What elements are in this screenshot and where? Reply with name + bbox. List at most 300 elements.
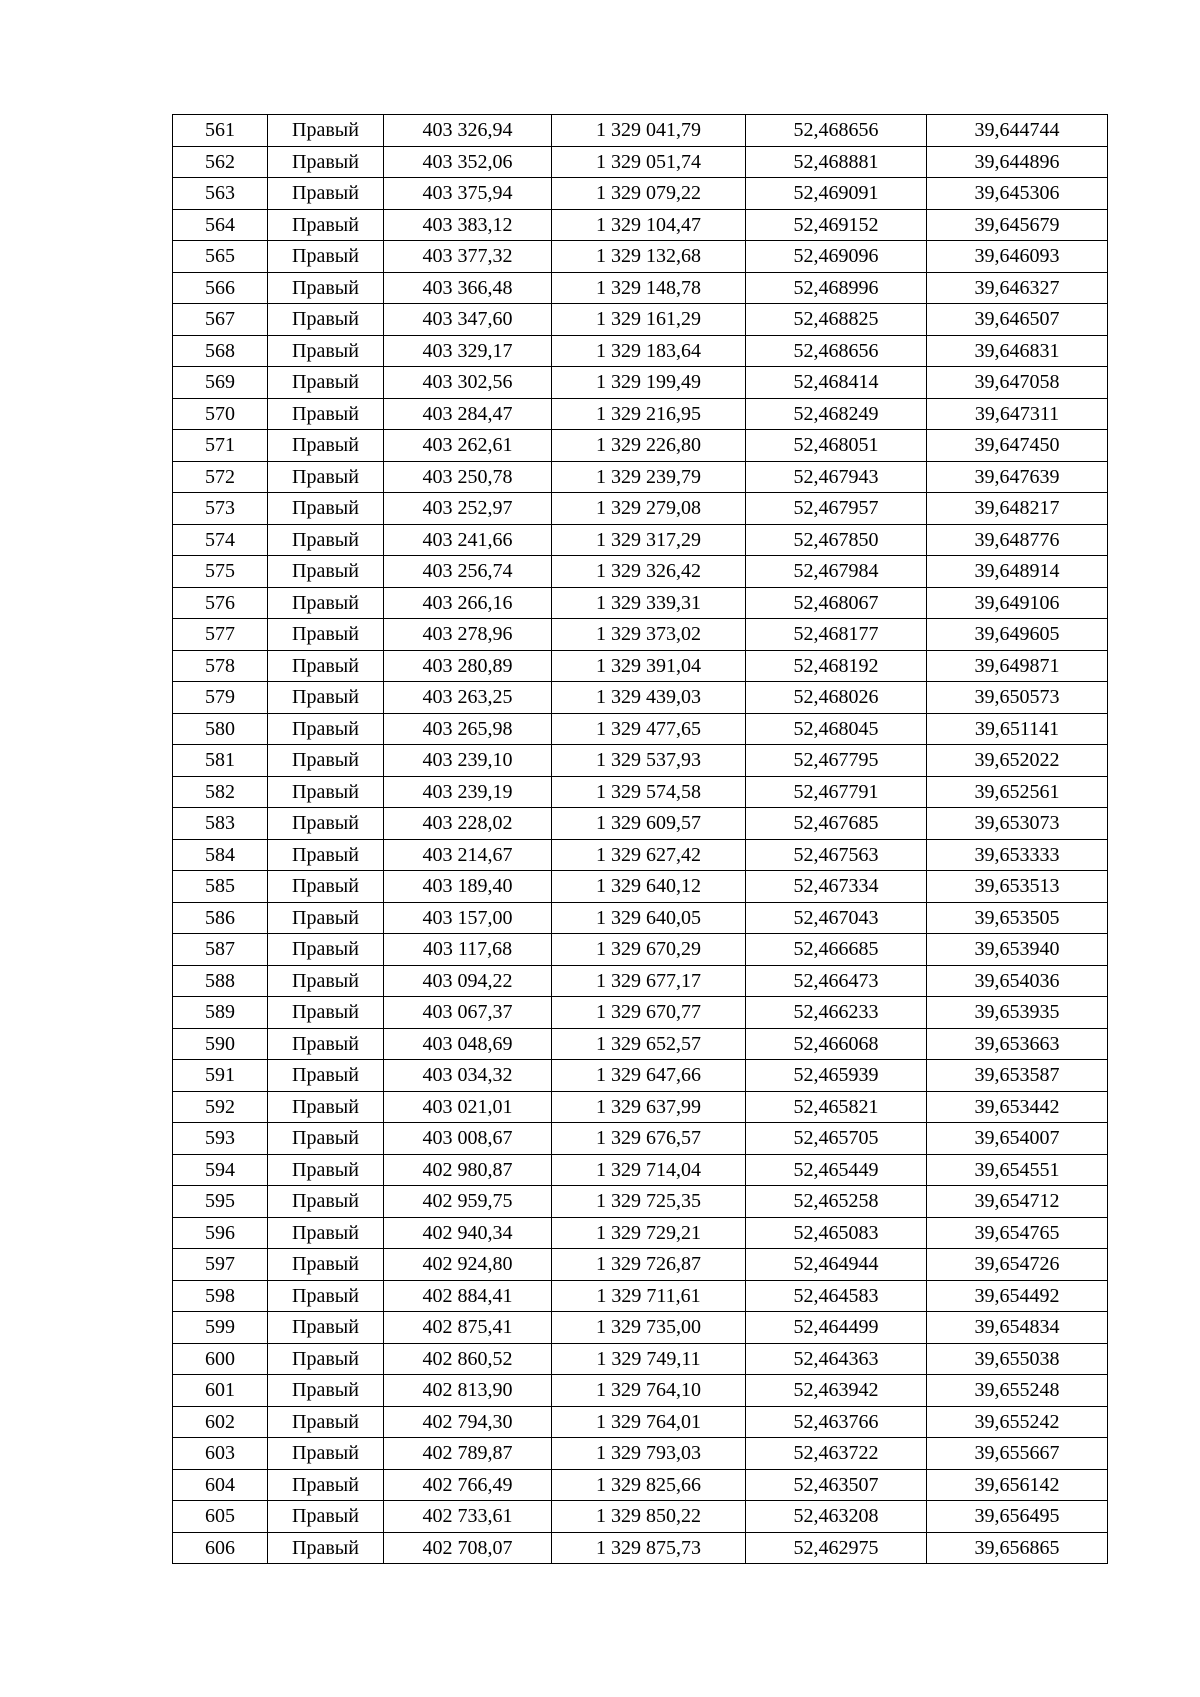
x-coordinate-cell: 403 252,97 [384,493,552,525]
y-coordinate-cell: 1 329 183,64 [552,335,746,367]
point-number-cell: 579 [173,682,268,714]
x-coordinate-cell: 403 228,02 [384,808,552,840]
x-coordinate-cell: 402 959,75 [384,1186,552,1218]
x-coordinate-cell: 403 266,16 [384,587,552,619]
table-row [173,587,1108,619]
table-row [173,997,1108,1029]
side-cell: Правый [268,146,384,178]
table-row [173,682,1108,714]
y-coordinate-cell: 1 329 670,29 [552,934,746,966]
table-row [173,304,1108,336]
point-number-cell: 585 [173,871,268,903]
latitude-cell: 52,466233 [746,997,927,1029]
longitude-cell: 39,648776 [927,524,1108,556]
table-row [173,335,1108,367]
table-row [173,430,1108,462]
x-coordinate-cell: 402 980,87 [384,1154,552,1186]
x-coordinate-cell: 403 352,06 [384,146,552,178]
latitude-cell: 52,463208 [746,1501,927,1533]
table-row [173,1438,1108,1470]
longitude-cell: 39,654834 [927,1312,1108,1344]
y-coordinate-cell: 1 329 199,49 [552,367,746,399]
point-number-cell: 606 [173,1532,268,1564]
longitude-cell: 39,656142 [927,1469,1108,1501]
point-number-cell: 586 [173,902,268,934]
point-number-cell: 600 [173,1343,268,1375]
x-coordinate-cell: 403 375,94 [384,178,552,210]
table-row [173,1186,1108,1218]
latitude-cell: 52,465821 [746,1091,927,1123]
longitude-cell: 39,645306 [927,178,1108,210]
table-row [173,1501,1108,1533]
y-coordinate-cell: 1 329 041,79 [552,115,746,147]
latitude-cell: 52,465939 [746,1060,927,1092]
longitude-cell: 39,646093 [927,241,1108,273]
x-coordinate-cell: 403 067,37 [384,997,552,1029]
point-number-cell: 576 [173,587,268,619]
x-coordinate-cell: 403 284,47 [384,398,552,430]
y-coordinate-cell: 1 329 677,17 [552,965,746,997]
point-number-cell: 568 [173,335,268,367]
point-number-cell: 596 [173,1217,268,1249]
latitude-cell: 52,466685 [746,934,927,966]
point-number-cell: 573 [173,493,268,525]
table-row [173,115,1108,147]
latitude-cell: 52,465083 [746,1217,927,1249]
point-number-cell: 601 [173,1375,268,1407]
side-cell: Правый [268,1123,384,1155]
longitude-cell: 39,656495 [927,1501,1108,1533]
point-number-cell: 581 [173,745,268,777]
side-cell: Правый [268,871,384,903]
latitude-cell: 52,467850 [746,524,927,556]
table-row [173,493,1108,525]
longitude-cell: 39,645679 [927,209,1108,241]
point-number-cell: 591 [173,1060,268,1092]
table-row [173,461,1108,493]
y-coordinate-cell: 1 329 670,77 [552,997,746,1029]
latitude-cell: 52,468414 [746,367,927,399]
table-row [173,745,1108,777]
x-coordinate-cell: 403 366,48 [384,272,552,304]
latitude-cell: 52,468996 [746,272,927,304]
latitude-cell: 52,468656 [746,335,927,367]
side-cell: Правый [268,461,384,493]
point-number-cell: 580 [173,713,268,745]
latitude-cell: 52,469091 [746,178,927,210]
side-cell: Правый [268,272,384,304]
latitude-cell: 52,468026 [746,682,927,714]
side-cell: Правый [268,587,384,619]
coordinates-table [172,114,1108,1564]
x-coordinate-cell: 403 326,94 [384,115,552,147]
point-number-cell: 561 [173,115,268,147]
side-cell: Правый [268,1091,384,1123]
longitude-cell: 39,653940 [927,934,1108,966]
latitude-cell: 52,467791 [746,776,927,808]
table-row [173,839,1108,871]
point-number-cell: 577 [173,619,268,651]
x-coordinate-cell: 403 239,10 [384,745,552,777]
point-number-cell: 588 [173,965,268,997]
table-row [173,934,1108,966]
point-number-cell: 567 [173,304,268,336]
y-coordinate-cell: 1 329 439,03 [552,682,746,714]
point-number-cell: 604 [173,1469,268,1501]
longitude-cell: 39,653513 [927,871,1108,903]
longitude-cell: 39,644896 [927,146,1108,178]
latitude-cell: 52,469096 [746,241,927,273]
latitude-cell: 52,468192 [746,650,927,682]
y-coordinate-cell: 1 329 726,87 [552,1249,746,1281]
latitude-cell: 52,463722 [746,1438,927,1470]
table-row [173,713,1108,745]
longitude-cell: 39,652022 [927,745,1108,777]
latitude-cell: 52,463942 [746,1375,927,1407]
x-coordinate-cell: 403 265,98 [384,713,552,745]
table-row [173,1123,1108,1155]
longitude-cell: 39,655248 [927,1375,1108,1407]
point-number-cell: 574 [173,524,268,556]
side-cell: Правый [268,1438,384,1470]
table-row [173,1532,1108,1564]
table-row [173,619,1108,651]
table-row [173,1280,1108,1312]
side-cell: Правый [268,1154,384,1186]
table-row [173,1060,1108,1092]
longitude-cell: 39,649871 [927,650,1108,682]
y-coordinate-cell: 1 329 317,29 [552,524,746,556]
latitude-cell: 52,466068 [746,1028,927,1060]
x-coordinate-cell: 403 048,69 [384,1028,552,1060]
point-number-cell: 582 [173,776,268,808]
longitude-cell: 39,656865 [927,1532,1108,1564]
coordinates-table-body [173,115,1108,1564]
point-number-cell: 563 [173,178,268,210]
latitude-cell: 52,466473 [746,965,927,997]
side-cell: Правый [268,398,384,430]
longitude-cell: 39,654492 [927,1280,1108,1312]
side-cell: Правый [268,493,384,525]
latitude-cell: 52,468051 [746,430,927,462]
latitude-cell: 52,467043 [746,902,927,934]
x-coordinate-cell: 402 789,87 [384,1438,552,1470]
longitude-cell: 39,653442 [927,1091,1108,1123]
table-row [173,367,1108,399]
table-row [173,1312,1108,1344]
y-coordinate-cell: 1 329 793,03 [552,1438,746,1470]
table-row [173,524,1108,556]
point-number-cell: 603 [173,1438,268,1470]
longitude-cell: 39,655667 [927,1438,1108,1470]
longitude-cell: 39,651141 [927,713,1108,745]
latitude-cell: 52,467957 [746,493,927,525]
y-coordinate-cell: 1 329 373,02 [552,619,746,651]
longitude-cell: 39,646327 [927,272,1108,304]
point-number-cell: 569 [173,367,268,399]
y-coordinate-cell: 1 329 850,22 [552,1501,746,1533]
y-coordinate-cell: 1 329 749,11 [552,1343,746,1375]
x-coordinate-cell: 403 117,68 [384,934,552,966]
latitude-cell: 52,468249 [746,398,927,430]
x-coordinate-cell: 403 189,40 [384,871,552,903]
side-cell: Правый [268,902,384,934]
x-coordinate-cell: 403 329,17 [384,335,552,367]
longitude-cell: 39,648217 [927,493,1108,525]
latitude-cell: 52,467984 [746,556,927,588]
y-coordinate-cell: 1 329 647,66 [552,1060,746,1092]
latitude-cell: 52,468825 [746,304,927,336]
side-cell: Правый [268,241,384,273]
y-coordinate-cell: 1 329 764,01 [552,1406,746,1438]
table-row [173,1469,1108,1501]
longitude-cell: 39,647311 [927,398,1108,430]
longitude-cell: 39,654712 [927,1186,1108,1218]
y-coordinate-cell: 1 329 637,99 [552,1091,746,1123]
x-coordinate-cell: 403 239,19 [384,776,552,808]
x-coordinate-cell: 403 256,74 [384,556,552,588]
y-coordinate-cell: 1 329 676,57 [552,1123,746,1155]
table-row [173,241,1108,273]
latitude-cell: 52,468067 [746,587,927,619]
longitude-cell: 39,653333 [927,839,1108,871]
point-number-cell: 593 [173,1123,268,1155]
latitude-cell: 52,468177 [746,619,927,651]
table-row [173,1217,1108,1249]
x-coordinate-cell: 403 280,89 [384,650,552,682]
point-number-cell: 565 [173,241,268,273]
x-coordinate-cell: 402 794,30 [384,1406,552,1438]
longitude-cell: 39,644744 [927,115,1108,147]
x-coordinate-cell: 403 241,66 [384,524,552,556]
side-cell: Правый [268,1469,384,1501]
longitude-cell: 39,646831 [927,335,1108,367]
side-cell: Правый [268,335,384,367]
y-coordinate-cell: 1 329 825,66 [552,1469,746,1501]
table-row [173,1154,1108,1186]
side-cell: Правый [268,997,384,1029]
point-number-cell: 564 [173,209,268,241]
point-number-cell: 572 [173,461,268,493]
latitude-cell: 52,469152 [746,209,927,241]
longitude-cell: 39,653663 [927,1028,1108,1060]
side-cell: Правый [268,1217,384,1249]
y-coordinate-cell: 1 329 764,10 [552,1375,746,1407]
y-coordinate-cell: 1 329 339,31 [552,587,746,619]
y-coordinate-cell: 1 329 477,65 [552,713,746,745]
table-row [173,1091,1108,1123]
point-number-cell: 605 [173,1501,268,1533]
longitude-cell: 39,649106 [927,587,1108,619]
y-coordinate-cell: 1 329 875,73 [552,1532,746,1564]
side-cell: Правый [268,1280,384,1312]
y-coordinate-cell: 1 329 226,80 [552,430,746,462]
point-number-cell: 595 [173,1186,268,1218]
latitude-cell: 52,467795 [746,745,927,777]
y-coordinate-cell: 1 329 711,61 [552,1280,746,1312]
table-row [173,1375,1108,1407]
x-coordinate-cell: 403 250,78 [384,461,552,493]
y-coordinate-cell: 1 329 239,79 [552,461,746,493]
longitude-cell: 39,654007 [927,1123,1108,1155]
longitude-cell: 39,653587 [927,1060,1108,1092]
point-number-cell: 571 [173,430,268,462]
table-row [173,902,1108,934]
side-cell: Правый [268,839,384,871]
y-coordinate-cell: 1 329 537,93 [552,745,746,777]
longitude-cell: 39,650573 [927,682,1108,714]
latitude-cell: 52,468656 [746,115,927,147]
point-number-cell: 575 [173,556,268,588]
side-cell: Правый [268,713,384,745]
point-number-cell: 602 [173,1406,268,1438]
side-cell: Правый [268,1186,384,1218]
point-number-cell: 587 [173,934,268,966]
x-coordinate-cell: 402 733,61 [384,1501,552,1533]
side-cell: Правый [268,1343,384,1375]
longitude-cell: 39,654726 [927,1249,1108,1281]
x-coordinate-cell: 403 278,96 [384,619,552,651]
latitude-cell: 52,463766 [746,1406,927,1438]
point-number-cell: 599 [173,1312,268,1344]
latitude-cell: 52,468881 [746,146,927,178]
table-row [173,650,1108,682]
x-coordinate-cell: 403 347,60 [384,304,552,336]
longitude-cell: 39,654036 [927,965,1108,997]
point-number-cell: 584 [173,839,268,871]
longitude-cell: 39,653935 [927,997,1108,1029]
side-cell: Правый [268,745,384,777]
side-cell: Правый [268,1060,384,1092]
x-coordinate-cell: 402 940,34 [384,1217,552,1249]
table-row [173,776,1108,808]
y-coordinate-cell: 1 329 574,58 [552,776,746,808]
x-coordinate-cell: 402 924,80 [384,1249,552,1281]
side-cell: Правый [268,808,384,840]
y-coordinate-cell: 1 329 729,21 [552,1217,746,1249]
side-cell: Правый [268,1501,384,1533]
longitude-cell: 39,648914 [927,556,1108,588]
table-row [173,808,1108,840]
side-cell: Правый [268,1375,384,1407]
table-row [173,1406,1108,1438]
point-number-cell: 598 [173,1280,268,1312]
x-coordinate-cell: 403 034,32 [384,1060,552,1092]
y-coordinate-cell: 1 329 148,78 [552,272,746,304]
latitude-cell: 52,465705 [746,1123,927,1155]
x-coordinate-cell: 402 766,49 [384,1469,552,1501]
y-coordinate-cell: 1 329 326,42 [552,556,746,588]
x-coordinate-cell: 403 021,01 [384,1091,552,1123]
side-cell: Правый [268,430,384,462]
longitude-cell: 39,654765 [927,1217,1108,1249]
longitude-cell: 39,647058 [927,367,1108,399]
point-number-cell: 594 [173,1154,268,1186]
y-coordinate-cell: 1 329 640,12 [552,871,746,903]
side-cell: Правый [268,682,384,714]
table-row [173,871,1108,903]
point-number-cell: 589 [173,997,268,1029]
point-number-cell: 566 [173,272,268,304]
side-cell: Правый [268,1028,384,1060]
latitude-cell: 52,467943 [746,461,927,493]
point-number-cell: 562 [173,146,268,178]
longitude-cell: 39,655242 [927,1406,1108,1438]
y-coordinate-cell: 1 329 132,68 [552,241,746,273]
side-cell: Правый [268,556,384,588]
latitude-cell: 52,464583 [746,1280,927,1312]
latitude-cell: 52,463507 [746,1469,927,1501]
x-coordinate-cell: 403 262,61 [384,430,552,462]
side-cell: Правый [268,524,384,556]
latitude-cell: 52,467685 [746,808,927,840]
y-coordinate-cell: 1 329 161,29 [552,304,746,336]
side-cell: Правый [268,115,384,147]
longitude-cell: 39,649605 [927,619,1108,651]
point-number-cell: 570 [173,398,268,430]
side-cell: Правый [268,1532,384,1564]
x-coordinate-cell: 403 263,25 [384,682,552,714]
x-coordinate-cell: 403 377,32 [384,241,552,273]
side-cell: Правый [268,1249,384,1281]
y-coordinate-cell: 1 329 725,35 [552,1186,746,1218]
y-coordinate-cell: 1 329 627,42 [552,839,746,871]
y-coordinate-cell: 1 329 640,05 [552,902,746,934]
longitude-cell: 39,653505 [927,902,1108,934]
y-coordinate-cell: 1 329 735,00 [552,1312,746,1344]
table-row [173,965,1108,997]
y-coordinate-cell: 1 329 079,22 [552,178,746,210]
y-coordinate-cell: 1 329 279,08 [552,493,746,525]
point-number-cell: 590 [173,1028,268,1060]
longitude-cell: 39,647450 [927,430,1108,462]
longitude-cell: 39,646507 [927,304,1108,336]
x-coordinate-cell: 402 708,07 [384,1532,552,1564]
x-coordinate-cell: 402 884,41 [384,1280,552,1312]
side-cell: Правый [268,304,384,336]
x-coordinate-cell: 402 875,41 [384,1312,552,1344]
y-coordinate-cell: 1 329 652,57 [552,1028,746,1060]
longitude-cell: 39,652561 [927,776,1108,808]
x-coordinate-cell: 403 302,56 [384,367,552,399]
x-coordinate-cell: 402 860,52 [384,1343,552,1375]
longitude-cell: 39,654551 [927,1154,1108,1186]
table-row [173,556,1108,588]
y-coordinate-cell: 1 329 051,74 [552,146,746,178]
x-coordinate-cell: 402 813,90 [384,1375,552,1407]
side-cell: Правый [268,934,384,966]
latitude-cell: 52,465258 [746,1186,927,1218]
x-coordinate-cell: 403 008,67 [384,1123,552,1155]
y-coordinate-cell: 1 329 391,04 [552,650,746,682]
side-cell: Правый [268,367,384,399]
latitude-cell: 52,464944 [746,1249,927,1281]
latitude-cell: 52,467563 [746,839,927,871]
point-number-cell: 578 [173,650,268,682]
table-row [173,178,1108,210]
side-cell: Правый [268,776,384,808]
table-row [173,1343,1108,1375]
latitude-cell: 52,467334 [746,871,927,903]
longitude-cell: 39,655038 [927,1343,1108,1375]
table-row [173,1249,1108,1281]
point-number-cell: 583 [173,808,268,840]
y-coordinate-cell: 1 329 714,04 [552,1154,746,1186]
longitude-cell: 39,647639 [927,461,1108,493]
side-cell: Правый [268,1406,384,1438]
side-cell: Правый [268,619,384,651]
x-coordinate-cell: 403 383,12 [384,209,552,241]
